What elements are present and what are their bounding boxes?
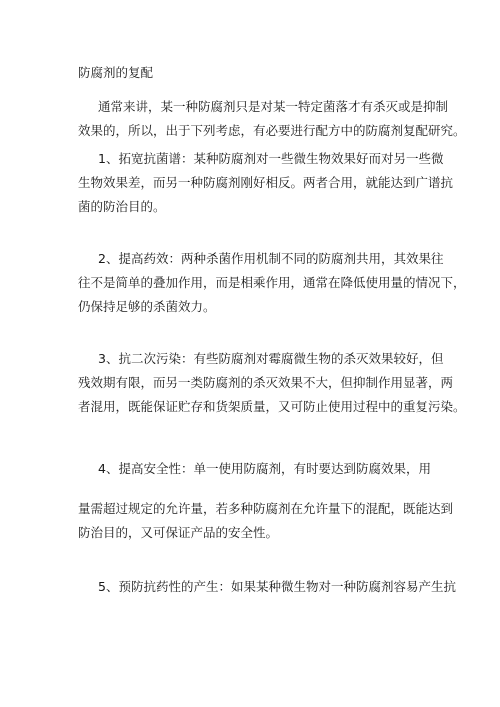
intro-line-2: 效果的，所以，出于下列考虑，有必要进行配方中的防腐剂复配研究。	[78, 123, 466, 138]
point-3-line-1: 3、抗二次污染：有些防腐剂对霉腐微生物的杀灭效果较好，但	[98, 351, 444, 366]
point-4-line-1: 4、提高安全性：单一使用防腐剂，有时要达到防腐效果，用	[98, 461, 431, 476]
point-5-line-1: 5、预防抗药性的产生：如果某种微生物对一种防腐剂容易产生抗	[98, 579, 456, 594]
point-2-line-3: 仍保持足够的杀菌效力。	[78, 299, 216, 314]
point-1-line-2: 生物效果差，而另一种防腐剂刚好相反。两者合用，就能达到广谱抗	[78, 175, 454, 190]
point-2-line-1: 2、提高药效：两种杀菌作用机制不同的防腐剂共用，其效果往	[98, 251, 444, 266]
intro-line-1: 通常来讲，某一种防腐剂只是对某一特定菌落才有杀灭或是抑制	[98, 99, 449, 114]
point-1-line-1: 1、拓宽抗菌谱：某种防腐剂对一些微生物效果好而对另一些微	[98, 151, 444, 166]
point-2-line-2: 往不是简单的叠加作用，而是相乘作用，通常在降低使用量的情况下，	[78, 275, 466, 290]
point-1-line-3: 菌的防治目的。	[78, 199, 166, 214]
point-3-line-3: 者混用，既能保证贮存和货架质量，又可防止使用过程中的重复污染。	[78, 399, 466, 414]
point-4-line-2: 量需超过规定的允许量，若多种防腐剂在允许量下的混配，既能达到	[78, 501, 454, 516]
document-title: 防腐剂的复配	[78, 65, 154, 80]
point-4-line-3: 防治目的，又可保证产品的安全性。	[78, 525, 279, 540]
point-3-line-2: 残效期有限，而另一类防腐剂的杀灭效果不大，但抑制作用显著，两	[78, 375, 454, 390]
